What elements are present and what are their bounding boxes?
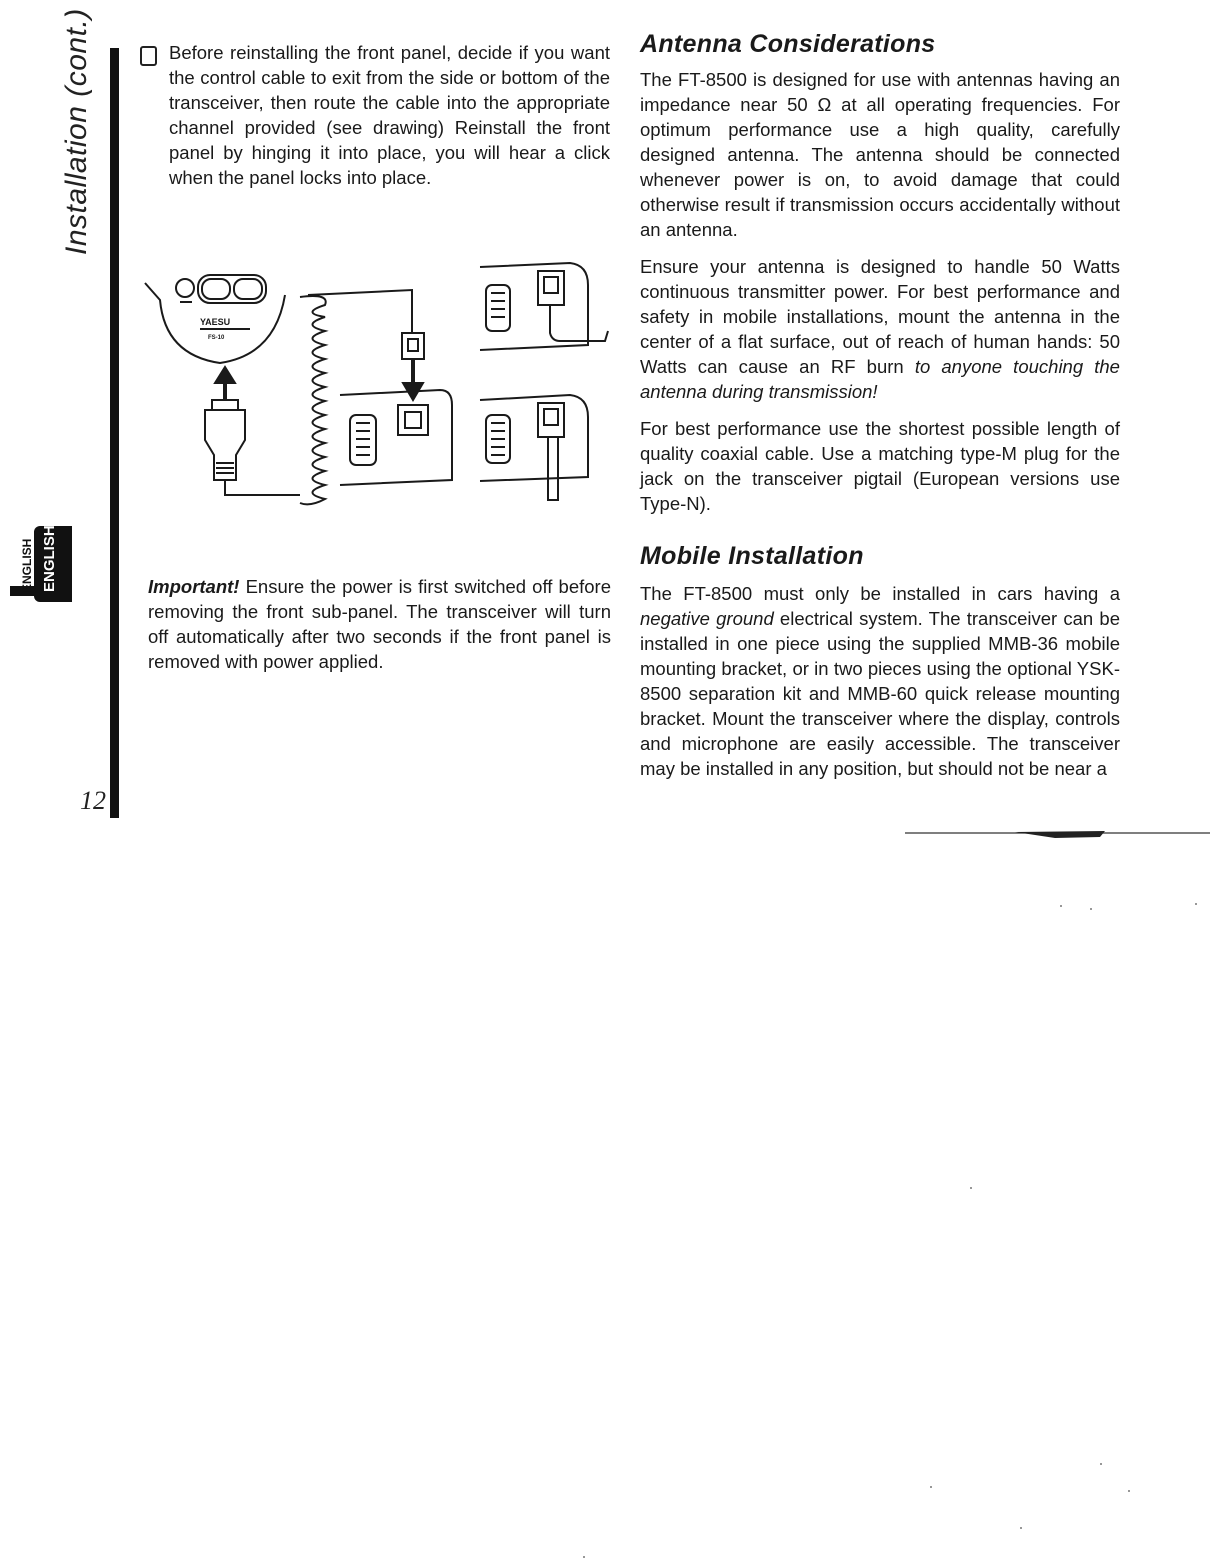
instruction-item [140,40,610,190]
section-title: Installation (cont.) [60,8,93,255]
scan-speck [1060,905,1062,907]
scan-speck [1090,908,1092,910]
scan-artifact-line [905,828,1215,848]
language-tab-label: ENGLISH [41,525,58,592]
checkbox-icon [140,46,157,66]
brand-label: YAESU [200,317,231,327]
mobile-text-end: electrical system. The transceiver can be installed in one piece using the supplied MMB-36 mobile mounting bracket, or in two pieces using the optional YSK-8500 separation kit and MMB-60 quick release mounting bracket. Mount the transceiver where the display, controls and microphone are easily accessible. The transceiver may be installed in any position, but should not be near a [640,608,1120,779]
instruction-text: Before reinstalling the front panel, decide if you want the control cable to exit from the side or bottom of the transceiver, then route the cable into the appropriate channel provided (see drawing) Reinstall the front panel by hinging it into place, you will hear a click when the panel locks into place. [169,42,610,188]
antenna-warning-italic: to anyone touching the antenna during transmission! [640,356,1120,402]
important-note [148,574,611,674]
modular-connector [402,333,424,400]
antenna-paragraph-1: The FT-8500 is designed for use with antennas having an impedance near 50 Ω at all operating frequencies. For optimum performance use a high quality, carefully designed antenna. The antenna should be connected whenever power is on, to avoid damage that could otherwise result if transmission occurs accidentally without an antenna. [640,69,1120,240]
antenna-paragraph-2 [640,254,1120,404]
transceiver-bottom-exit [480,395,588,500]
language-tab-shadow-label: ENGLISH [20,538,34,592]
scan-speck [1020,1527,1022,1529]
scan-speck [1100,1463,1102,1465]
page-number: 12 [80,786,106,815]
cable-routing-diagram [140,255,610,525]
transceiver-side-exit [480,263,608,350]
mobile-text-italic: negative ground [640,608,774,629]
up-arrow-icon [215,367,235,400]
mobile-text-start: The FT-8500 must only be installed in cars having a [640,583,1120,604]
important-text: Ensure the power is first switched off before removing the front sub-panel. The transceiver will turn off automatically after two seconds if the front panel is removed with power applied. [148,576,611,672]
margin-rule [110,48,119,818]
mobile-heading: Mobile Installation [640,542,864,570]
scan-speck [1128,1490,1130,1492]
left-column [140,40,610,190]
antenna-paragraph-2-text: Ensure your antenna is designed to handle 50 Watts continuous transmitter power. For best performance and safety in mobile installations, mount the antenna in the center of a flat surface, out of reach of human hands: 50 Watts can cause an RF burn [640,256,1120,377]
coiled-cable [300,290,412,504]
scan-speck [1195,903,1197,905]
language-tab [20,525,72,602]
cable-plug-illustration [205,400,300,495]
antenna-paragraph-3: For best performance use the shortest possible length of quality coaxial cable. Use a matching type-M plug for the jack on the transceiver pigtail (European versions use Type-N). [640,418,1120,514]
front-panel-illustration [145,275,285,363]
scan-speck [970,1187,972,1189]
transceiver-rear-center [340,390,452,485]
scan-speck [930,1486,932,1488]
model-label: FS-10 [208,335,225,341]
scan-speck [583,1556,585,1558]
mobile-paragraph-1 [640,581,1120,781]
antenna-heading: Antenna Considerations [640,30,936,58]
important-label: Important! [148,576,240,597]
right-column [640,30,1120,781]
